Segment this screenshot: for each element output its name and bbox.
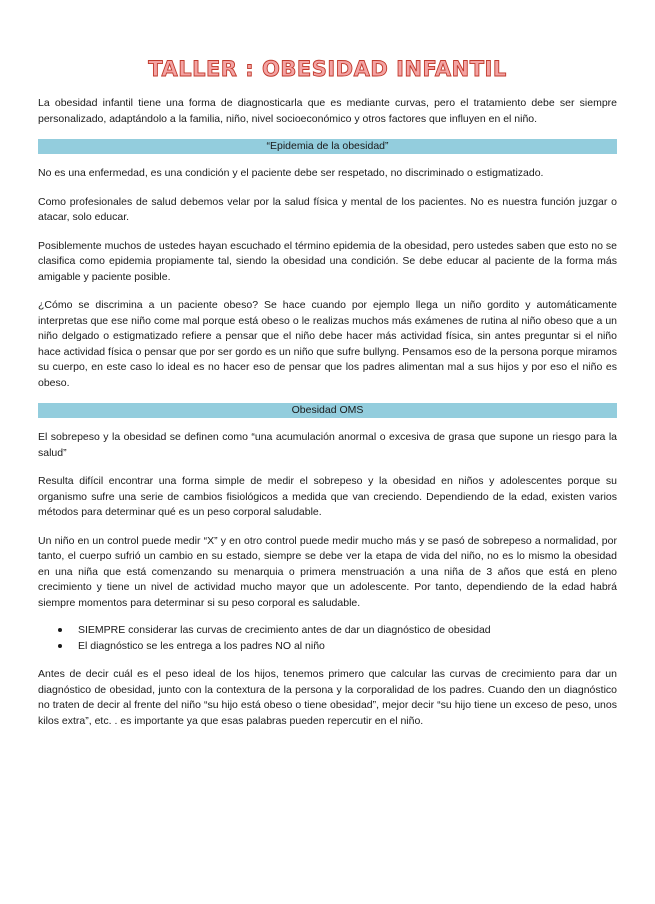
list-item-text: SIEMPRE considerar las curvas de crecimiento antes de dar un diagnóstico de obesidad xyxy=(78,624,491,636)
list-item-text: El diagnóstico se les entrega a los padres NO al niño xyxy=(78,640,325,652)
bullet-icon xyxy=(58,644,62,648)
paragraph: Como profesionales de salud debemos velar por la salud física y mental de los pacientes. No es nuestra función juzgar o atacar, solo educar. xyxy=(38,195,617,223)
bullet-icon xyxy=(58,628,62,632)
closing-paragraph: Antes de decir cuál es el peso ideal de los hijos, tenemos primero que calcular las curvas de crecimiento para dar un diagnóstico de obesidad, junto con la contextura de la persona y la corporalidad de los padres. Cuando den un diagnóstico no traten de decir al frente del niño “su hijo está obeso o tiene obesidad”, mejor decir “su hijo tiene un exceso de peso, unos kilos extra”, etc. . es importante ya que esas palabras pueden repercutir en el niño. xyxy=(38,668,617,727)
list-item xyxy=(78,622,617,638)
section-heading-oms: Obesidad OMS xyxy=(38,403,617,418)
paragraph: Resulta difícil encontrar una forma simple de medir el sobrepeso y la obesidad en niños y adolescentes porque su organismo sufre una serie de cambios fisiológicos a medida que van creciendo. Dependiendo de la edad, existen varios métodos para determinar qué es un peso corporal saludable. xyxy=(38,475,617,518)
document-title: TALLER : OBESIDAD INFANTIL xyxy=(148,57,507,81)
section-heading-epidemia: “Epidemia de la obesidad” xyxy=(38,139,617,154)
paragraph: No es una enfermedad, es una condición y el paciente debe ser respetado, no discriminado o estigmatizado. xyxy=(38,167,544,179)
document-page xyxy=(0,56,655,904)
intro-paragraph: La obesidad infantil tiene una forma de diagnosticarla que es mediante curvas, pero el tratamiento debe ser siempre personalizado, adaptándolo a la familia, niño, nivel socioeconómico y otros factores que influyen en el niño. xyxy=(38,97,617,125)
bullet-list xyxy=(38,622,617,654)
list-item xyxy=(78,638,617,654)
paragraph: Un niño en un control puede medir “X” y en otro control puede medir mucho más y se pasó de sobrepeso a normalidad, por tanto, el cuerpo sufrió un cambio en su estado, siempre se debe ver la etapa de vida del niño, no es lo mismo la obesidad en una niña que está comenzando su menarquia o primera menstruación a una niña de 3 años que está en pleno crecimiento y tiene un nivel de actividad mucho mayor que un adolescente. Por tanto, dependiendo de la edad habrá siempre momentos para determinar si su peso corporal es saludable. xyxy=(38,534,617,609)
paragraph: ¿Cómo se discrimina a un paciente obeso? Se hace cuando por ejemplo llega un niño gordito y automáticamente interpretas que ese niño come mal porque está obeso o le realizas muchos más exámenes de rutina al niño obeso que a un niño delgado o estigmatizado refiere a pensar que el niño debe hacer más actividad física, sin antes preguntar si el niño hace actividad física o pensar que por ser gordo es un niño que sufre bullyng. Pensamos eso de la persona porque miramos su cuerpo, en este caso lo ideal es no hacer eso de pensar que los padres alimentan mal a sus hijos y por eso el niño es obeso. xyxy=(38,299,618,389)
paragraph: El sobrepeso y la obesidad se definen como “una acumulación anormal o excesiva de grasa que supone un riesgo para la salud” xyxy=(38,431,617,459)
paragraph: Posiblemente muchos de ustedes hayan escuchado el término epidemia de la obesidad, pero ustedes saben que esto no se clasifica como epidemia propiamente tal, siendo la obesidad una condición. Se debe educar al paciente de la forma más amigable y paciente posible. xyxy=(38,239,617,283)
